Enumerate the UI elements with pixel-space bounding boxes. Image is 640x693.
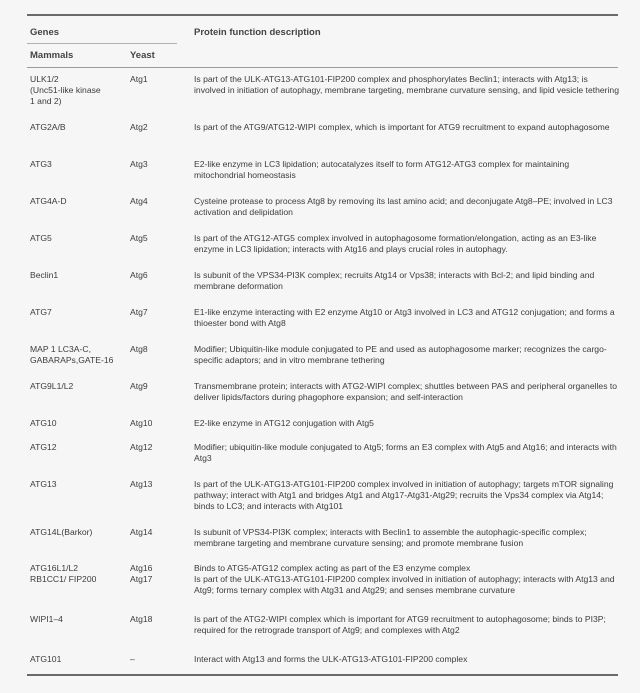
table-top-rule — [27, 14, 618, 16]
table-row — [27, 264, 621, 301]
yeast-gene-cell: Atg16 — [130, 563, 153, 573]
description-cell: Modifier; Ubiquitin-like module conjugated to PE and used as autophagosome marker; recognizes the cargo-specific adaptors; and in vitro membrane tethering — [194, 344, 607, 365]
table-row — [27, 648, 621, 672]
yeast-gene-cell: Atg14 — [130, 527, 153, 537]
header-description: Protein function description — [194, 27, 321, 38]
yeast-gene-cell: Atg18 — [130, 614, 153, 624]
header-genes: Genes — [30, 27, 60, 38]
genes-subheader-rule — [27, 43, 177, 44]
yeast-gene-cell: – — [130, 654, 135, 664]
table-row — [27, 473, 621, 521]
mammal-gene-cell: ATG7 — [30, 307, 52, 317]
mammal-gene-cell: WIPI1–4 — [30, 614, 63, 624]
description-cell: Is part of the ATG12-ATG5 complex involved in autophagosome formation/elongation, acting as an E3-like enzyme in LC3 lipidation; interacts with Atg16 and plays crucial roles in autophagy. — [194, 233, 597, 254]
description-cell: Is part of the ATG9/ATG12-WIPI complex, which is important for ATG9 recruitment to expand autophagosome — [194, 122, 610, 132]
header-mammals: Mammals — [30, 50, 74, 61]
yeast-gene-cell: Atg4 — [130, 196, 148, 206]
mammal-gene-cell: ATG14L(Barkor) — [30, 527, 93, 537]
yeast-gene-cell: Atg5 — [130, 233, 148, 243]
table-row — [27, 412, 621, 436]
yeast-gene-cell: Atg10 — [130, 418, 153, 428]
table-row — [27, 521, 621, 558]
description-cell: E2-like enzyme in LC3 lipidation; autocatalyzes itself to form ATG12-ATG3 complex for maintaining mitochondrial homeostasis — [194, 159, 570, 180]
yeast-gene-cell: Atg1 — [130, 74, 148, 84]
table-row — [27, 190, 621, 227]
description-cell: Transmembrane protein; interacts with ATG2-WIPI complex; shuttles between PAS and peripheral organelles to deliver lipids/factors during phagophore expansion; and self-interaction — [194, 381, 618, 402]
table-row — [27, 301, 621, 338]
description-cell: Is part of the ATG2-WIPI complex which is important for ATG9 recruitment to autophagosome; binds to PI3P; required for the retrograde transport of Atg9; and complexes with Atg2 — [194, 614, 606, 635]
yeast-gene-cell: Atg13 — [130, 479, 153, 489]
table-bottom-rule — [27, 674, 618, 676]
yeast-gene-cell: Atg6 — [130, 270, 148, 280]
yeast-gene-cell: Atg17 — [130, 574, 153, 584]
yeast-gene-cell: Atg9 — [130, 381, 148, 391]
mammal-gene-cell: MAP 1 LC3A-C, GABARAPs,GATE-16 — [30, 344, 114, 365]
table-row — [27, 116, 621, 153]
description-cell: Is part of the ULK-ATG13-ATG101-FIP200 complex involved in initiation of autophagy; interacts with Atg13 and Atg9; forms ternary complex with Atg31 and Atg29; and senses membrane curvature — [194, 574, 615, 595]
table-row — [27, 227, 621, 264]
mammal-gene-cell: ATG4A-D — [30, 196, 67, 206]
mammal-gene-cell: ATG13 — [30, 479, 57, 489]
description-cell: E2-like enzyme in ATG12 conjugation with Atg5 — [194, 418, 374, 428]
description-cell: E1-like enzyme interacting with E2 enzyme Atg10 or Atg3 involved in LC3 and ATG12 conjugation; and forms a thioester bond with Atg8 — [194, 307, 615, 328]
yeast-gene-cell: Atg8 — [130, 344, 148, 354]
yeast-gene-cell: Atg7 — [130, 307, 148, 317]
table-row — [27, 68, 621, 116]
mammal-gene-cell: ATG5 — [30, 233, 52, 243]
yeast-gene-cell: Atg12 — [130, 442, 153, 452]
table-row — [27, 574, 621, 608]
table-row — [27, 608, 621, 648]
mammal-gene-cell: ATG2A/B — [30, 122, 66, 132]
mammal-gene-cell: RB1CC1/ FIP200 — [30, 574, 97, 584]
header-yeast: Yeast — [130, 50, 155, 61]
description-cell: Is part of the ULK-ATG13-ATG101-FIP200 complex involved in initiation of autophagy; targets mTOR signaling pathway; interact with Atg1 and bridges Atg1 and Atg17-Atg31-Atg29; recruits the Vps34 complex via Atg14; binds to LC3; and interacts with Atg101 — [194, 479, 614, 511]
yeast-gene-cell: Atg2 — [130, 122, 148, 132]
protein-table — [27, 68, 621, 672]
table-row — [27, 338, 621, 375]
description-cell: Binds to ATG5-ATG12 complex acting as part of the E3 enzyme complex — [194, 563, 471, 573]
table-row — [27, 375, 621, 412]
description-cell: Is subunit of the VPS34-PI3K complex; recruits Atg14 or Vps38; interacts with Bcl-2; and lipid binding and membrane deformation — [194, 270, 595, 291]
table-row — [27, 153, 621, 190]
description-cell: Modifier; ubiquitin-like module conjugated to Atg5; forms an E3 complex with Atg5 and Atg16; and interacts with Atg3 — [194, 442, 617, 463]
mammal-gene-cell: ATG9L1/L2 — [30, 381, 74, 391]
mammal-gene-cell: ATG12 — [30, 442, 57, 452]
mammal-gene-cell: ULK1/2 (Unc51-like kinase 1 and 2) — [30, 74, 101, 106]
description-cell: Is part of the ULK-ATG13-ATG101-FIP200 complex and phosphorylates Beclin1; interacts with Atg13; is involved in initiation of autophagy, membrane targeting, membrane curvature sensing, and lipid vesicle tethering — [194, 74, 619, 95]
description-cell: Is subunit of VPS34-PI3K complex; interacts with Beclin1 to assemble the autophagic-specific complex; membrane targeting and membrane curvature sensing; and promote membrane fusion — [194, 527, 587, 548]
description-cell: Interact with Atg13 and forms the ULK-ATG13-ATG101-FIP200 complex — [194, 654, 468, 664]
mammal-gene-cell: ATG3 — [30, 159, 52, 169]
mammal-gene-cell: ATG16L1/L2 — [30, 563, 79, 573]
description-cell: Cysteine protease to process Atg8 by removing its last amino acid; and deconjugate Atg8–PE; involved in LC3 activation and delipidation — [194, 196, 613, 217]
table-row — [27, 436, 621, 473]
mammal-gene-cell: ATG101 — [30, 654, 62, 664]
yeast-gene-cell: Atg3 — [130, 159, 148, 169]
table-row — [27, 558, 621, 574]
mammal-gene-cell: ATG10 — [30, 418, 57, 428]
mammal-gene-cell: Beclin1 — [30, 270, 59, 280]
